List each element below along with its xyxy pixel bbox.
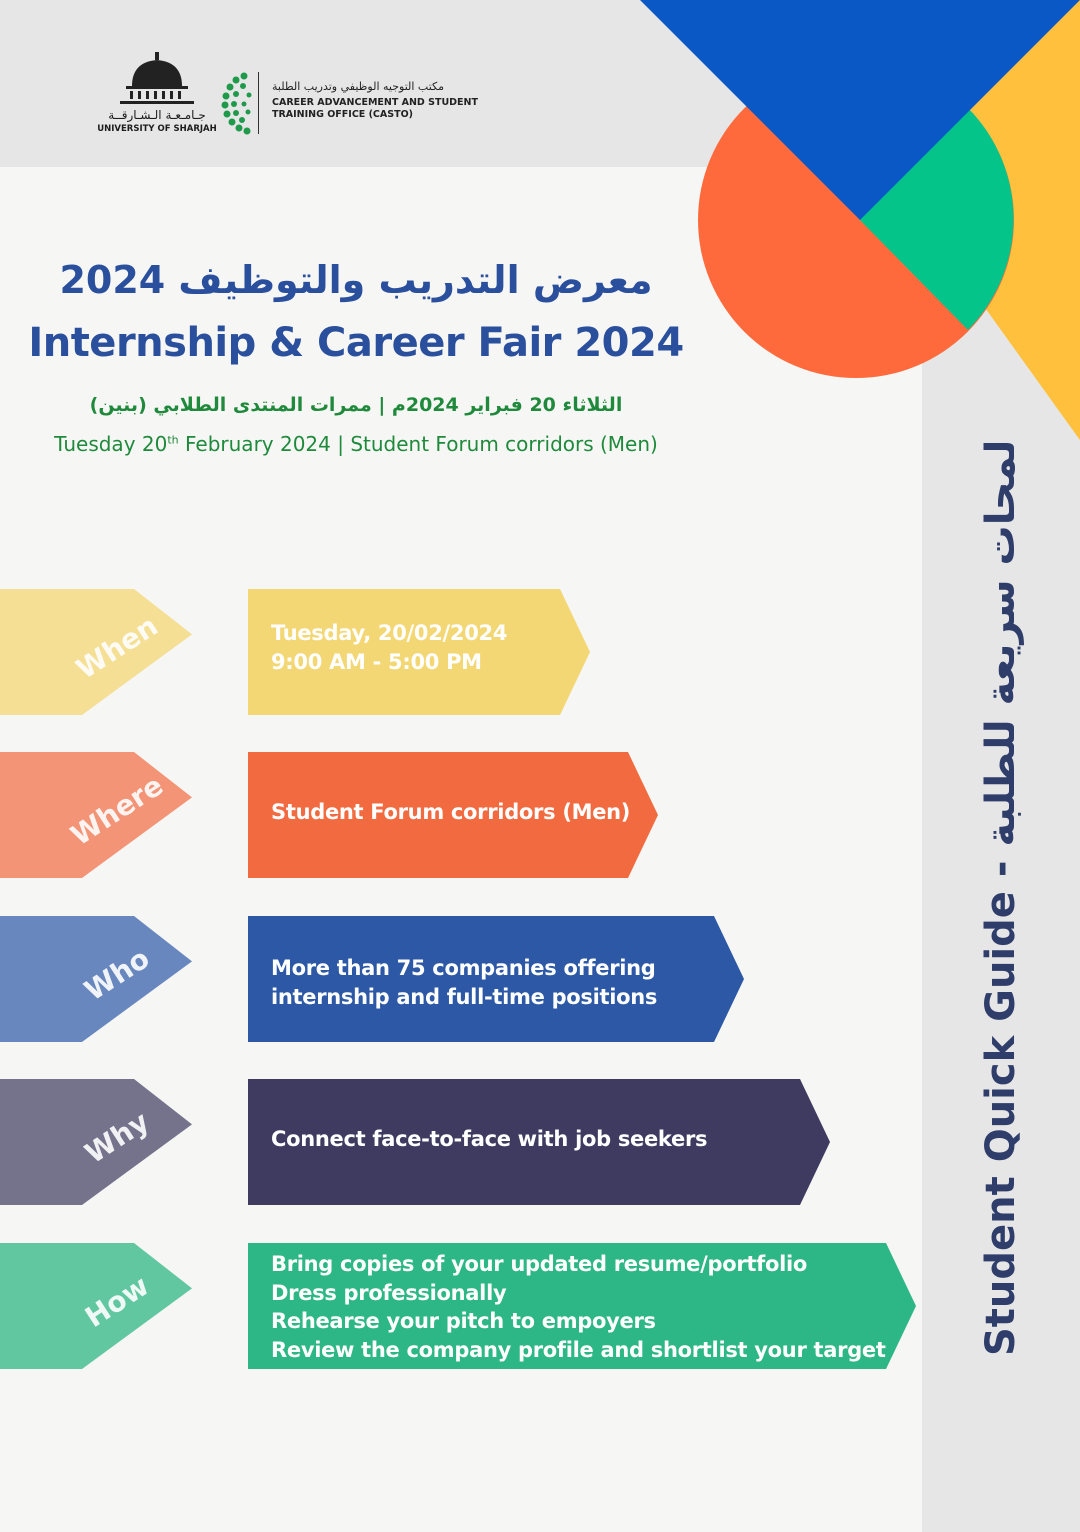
band-text-why xyxy=(271,1125,707,1154)
band-line: More than 75 companies offering xyxy=(271,956,656,980)
tag-who xyxy=(0,916,192,1041)
tag-why xyxy=(0,1079,192,1204)
date-en-prefix: Tuesday 20 xyxy=(54,432,168,456)
band-text-who xyxy=(271,954,657,1011)
band-line: Bring copies of your updated resume/portfolio xyxy=(271,1252,808,1276)
event-date-ar: الثلاثاء 20 فبراير 2024م | ممرات المنتدى الطلابي (بنين) xyxy=(89,394,623,416)
band-line: Review the company profile and shortlist your target xyxy=(271,1337,886,1362)
band-text-where xyxy=(271,798,630,827)
band-why xyxy=(248,1079,830,1205)
band-where xyxy=(248,752,658,878)
date-en-suffix: February 2024 | Student Forum corridors (Men) xyxy=(178,432,658,456)
band-text-how xyxy=(271,1250,886,1364)
tag-how xyxy=(0,1243,192,1368)
event-title-en: Internship & Career Fair 2024 xyxy=(28,320,684,366)
band-line: Tuesday, 20/02/2024 xyxy=(271,621,508,645)
tag-when xyxy=(0,589,192,714)
tag-label-why: Why xyxy=(79,1104,155,1171)
band-line: Dress professionally xyxy=(271,1280,507,1305)
office-name-en: CAREER ADVANCEMENT AND STUDENT TRAINING OFFICE (CASTO) xyxy=(272,97,478,120)
band-line: Connect face-to-face with job seekers xyxy=(271,1127,708,1151)
date-en-sup: th xyxy=(167,433,179,447)
event-title-ar: معرض التدريب والتوظيف 2024 xyxy=(59,258,653,302)
tag-label-when: When xyxy=(70,609,164,686)
university-logo xyxy=(96,52,218,138)
band-line: internship and full-time positions xyxy=(271,984,658,1009)
university-name-en: UNIVERSITY OF SHARJAH xyxy=(97,124,217,134)
university-dome-icon xyxy=(96,52,218,108)
event-date-en xyxy=(0,432,712,456)
office-name-ar: مكتب التوجيه الوظيفي وتدريب الطلبة xyxy=(272,80,445,93)
university-name-ar: جـامـعـة الـشـارقــة xyxy=(108,108,206,122)
band-how xyxy=(248,1243,916,1369)
tag-label-who: Who xyxy=(78,941,156,1008)
tag-where xyxy=(0,752,192,877)
side-title: Student Quick Guide - لمحات سريعة للطلبة xyxy=(978,439,1024,1356)
band-text-when xyxy=(271,619,507,676)
casto-logo-icon xyxy=(220,70,256,136)
band-line: Rehearse your pitch to empoyers xyxy=(271,1309,656,1333)
tag-label-how: How xyxy=(79,1268,155,1335)
band-who xyxy=(248,916,744,1042)
band-line: 9:00 AM - 5:00 PM xyxy=(271,649,482,674)
logo-divider xyxy=(258,72,259,134)
tag-label-where: Where xyxy=(64,768,170,853)
band-when xyxy=(248,589,590,715)
band-line: Student Forum corridors (Men) xyxy=(271,800,631,824)
